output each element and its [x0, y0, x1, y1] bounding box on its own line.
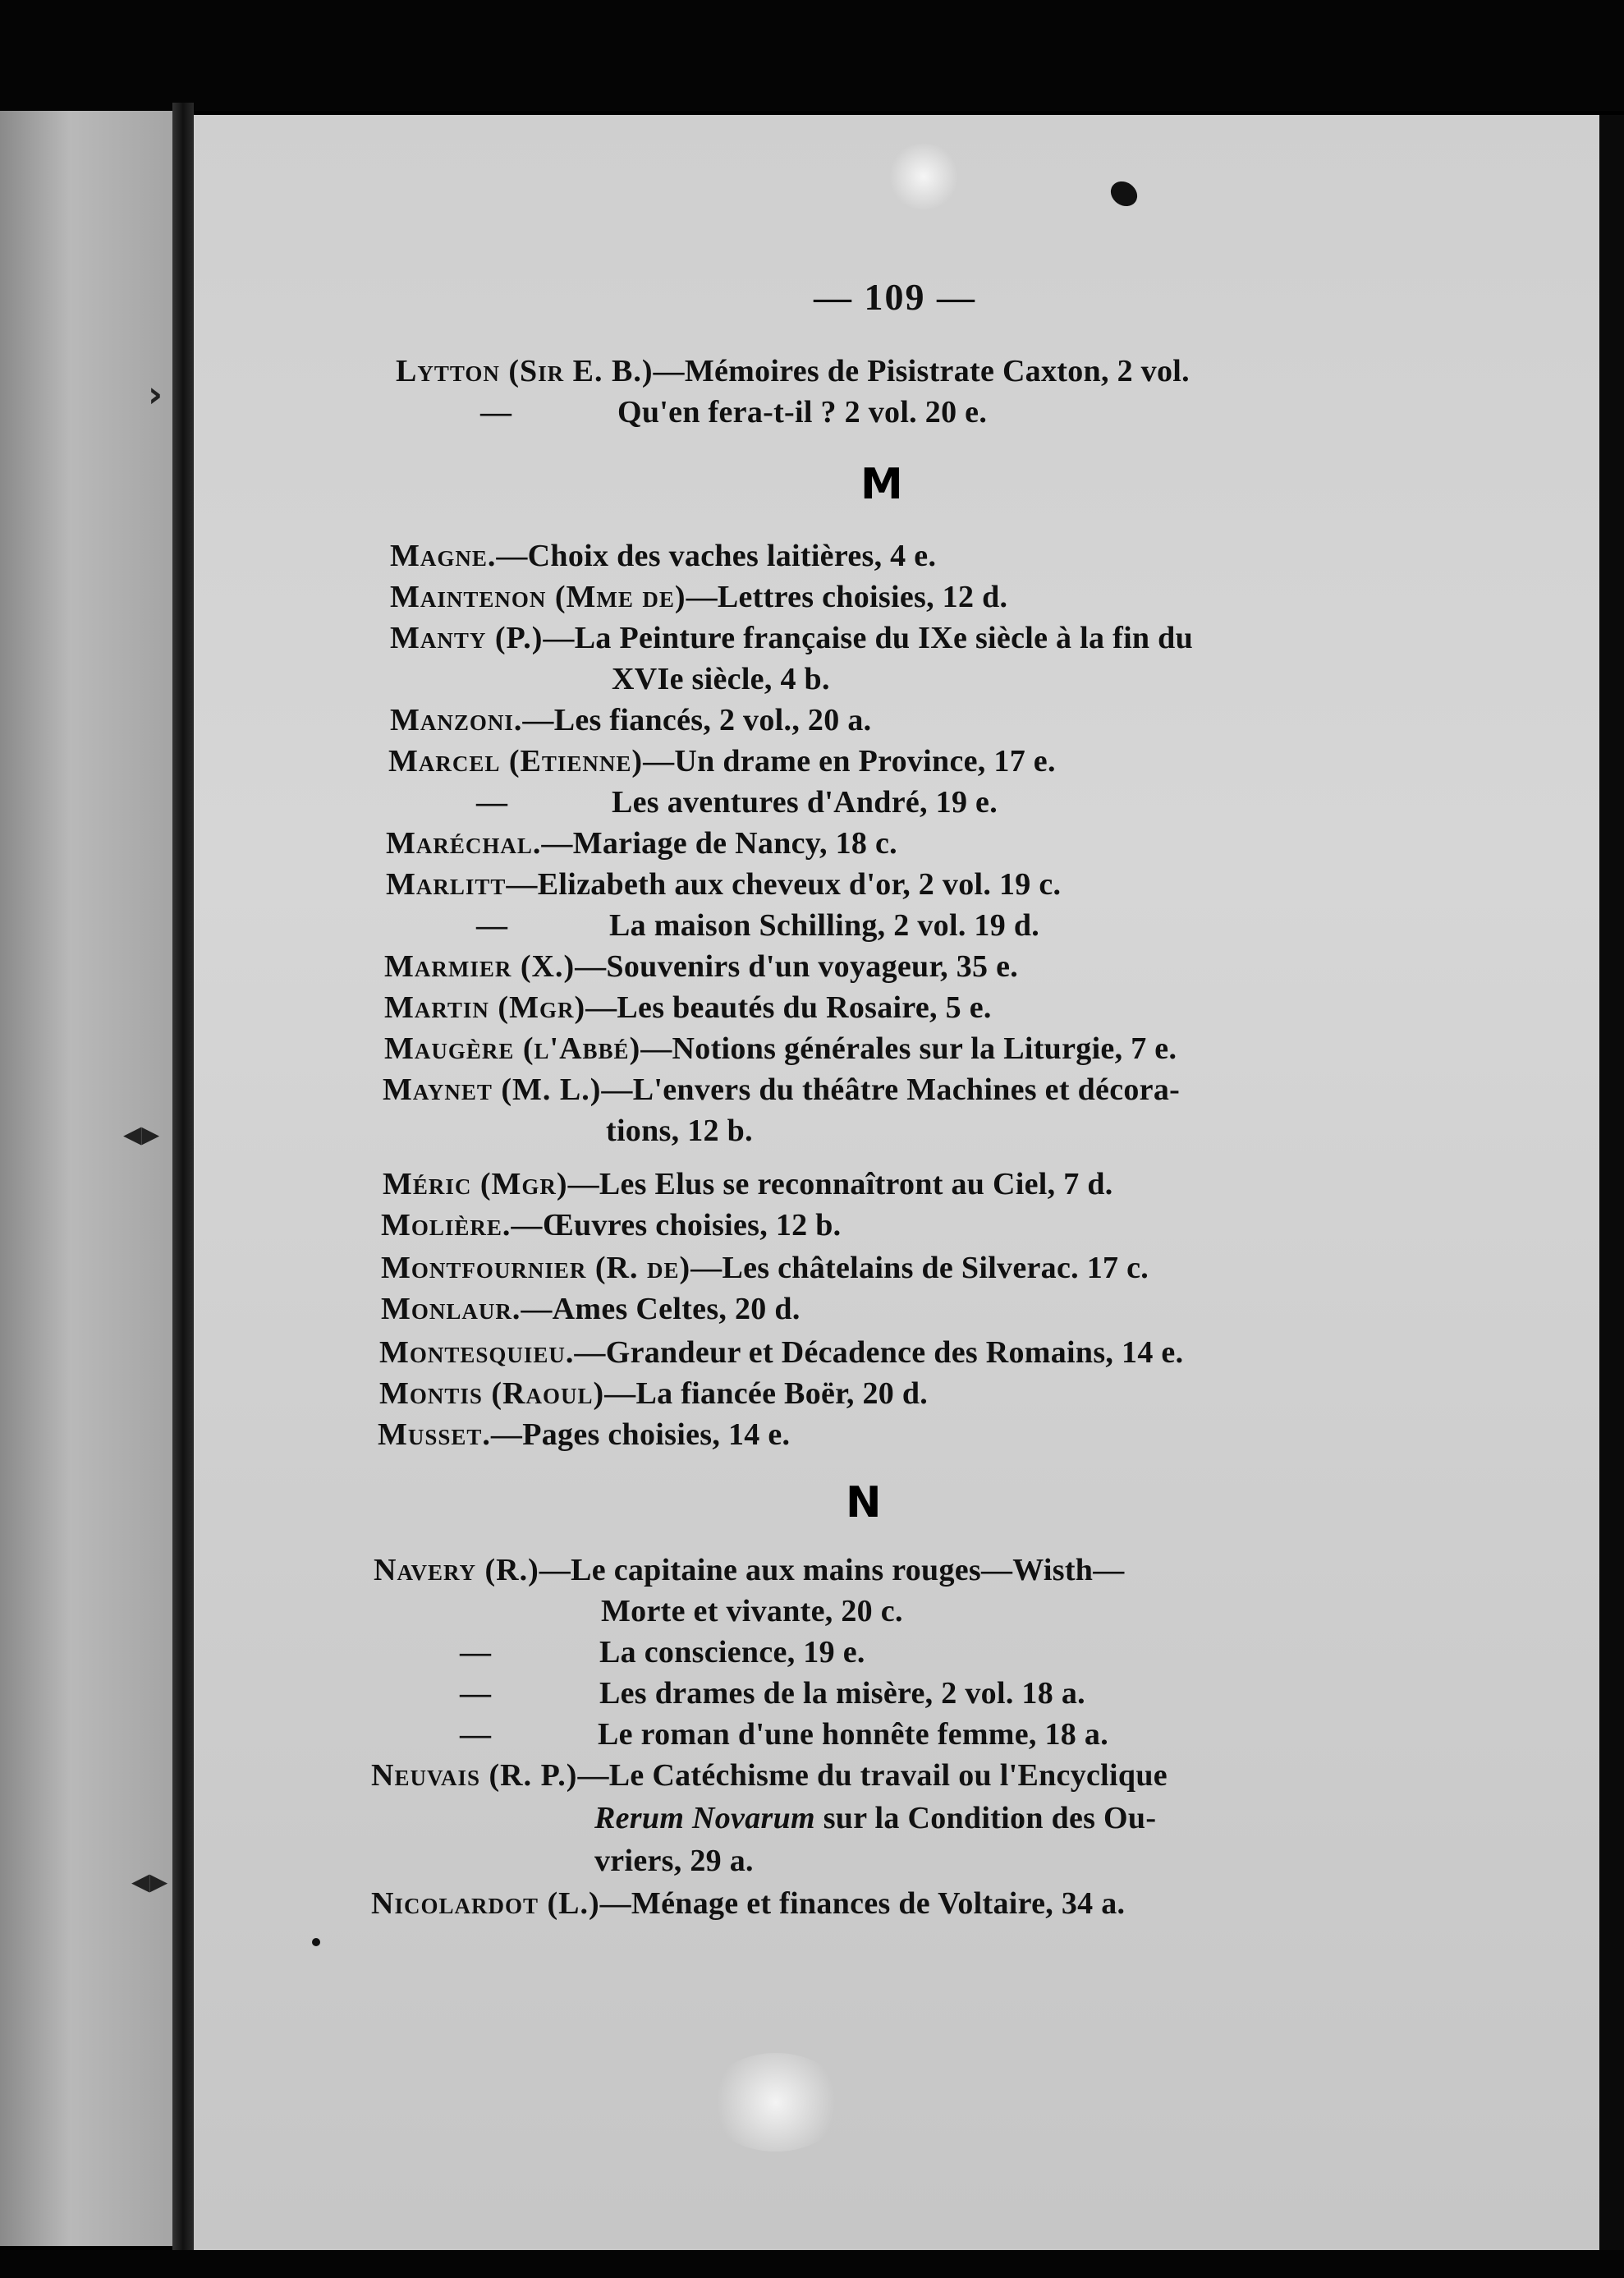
author-name: Musset.: [378, 1417, 491, 1452]
ditto-dash: —: [476, 785, 508, 820]
entry-line: [460, 1716, 491, 1752]
entry-title: —Ames Celtes, 20 d.: [521, 1292, 801, 1326]
margin-mark: ◂▸: [131, 1860, 168, 1902]
entry-line: [609, 907, 1039, 944]
film-bottom-border: [0, 2250, 1624, 2278]
entry-line: [384, 948, 1018, 985]
entry-title: —L'envers du théâtre Machines et décora-: [601, 1072, 1181, 1107]
ditto-dash: —: [460, 1635, 492, 1669]
entry-title: —Le capitaine aux mains rouges—Wisth—: [539, 1553, 1125, 1587]
entry-title: —Mariage de Nancy, 18 c.: [541, 826, 897, 861]
entry-line: [381, 1291, 801, 1327]
author-name: Molière.: [381, 1208, 512, 1242]
entry-title: Les drames de la misère, 2 vol. 18 a.: [599, 1676, 1085, 1711]
author-name: Maintenon (Mme de): [390, 580, 686, 614]
entry-line: [599, 1634, 865, 1670]
film-right-border: [1599, 115, 1624, 2278]
author-name: Navery (R.): [374, 1553, 539, 1587]
author-name: Martin (Mgr): [384, 990, 586, 1025]
entry-title: tions, 12 b.: [606, 1114, 753, 1148]
entry-line: [379, 1376, 928, 1412]
entry-title: —Choix des vaches laitières, 4 e.: [496, 539, 937, 573]
entry-title: —Ménage et finances de Voltaire, 34 a.: [599, 1886, 1126, 1921]
entry-line: [601, 1593, 903, 1629]
entry-line: [388, 743, 1056, 779]
entry-title: —Les châtelains de Silverac. 17 c.: [690, 1251, 1149, 1285]
entry-title: Morte et vivante, 20 c.: [601, 1594, 903, 1628]
entry-title: —Souvenirs d'un voyageur, 35 e.: [575, 949, 1019, 984]
entry-line: [612, 784, 998, 820]
entry-line: [374, 1552, 1125, 1588]
author-name: Maréchal.: [386, 826, 542, 861]
entry-title: La conscience, 19 e.: [599, 1635, 865, 1669]
author-name: Manty (P.): [390, 621, 544, 655]
entry-line: [460, 1675, 491, 1711]
entry-title: —Pages choisies, 14 e.: [490, 1417, 791, 1452]
ditto-dash: —: [476, 908, 508, 943]
entry-line: [390, 620, 1193, 656]
entry-line: [384, 990, 992, 1026]
entry-title: —La Peinture française du IXe siècle à la fin du: [543, 621, 1194, 655]
margin-mark: ›: [148, 374, 163, 416]
entry-title: —Les beautés du Rosaire, 5 e.: [585, 990, 992, 1025]
author-name: Marcel (Etienne): [388, 744, 644, 778]
author-name: Monlaur.: [381, 1292, 521, 1326]
section-letter-n: N: [846, 1478, 882, 1527]
entry-line: [396, 353, 1190, 389]
entry-title: —Lettres choisies, 12 d.: [686, 580, 1008, 614]
entry-title: Le roman d'une honnête femme, 18 a.: [598, 1717, 1108, 1752]
paper-blemish: [706, 2053, 846, 2152]
entry-title: vriers, 29 a.: [594, 1844, 754, 1878]
entry-line: [381, 1207, 841, 1243]
entry-line: [378, 1417, 790, 1453]
margin-mark: ◂▸: [123, 1113, 160, 1155]
entry-line: [384, 1031, 1177, 1067]
ditto-dash: —: [480, 395, 512, 429]
facing-page-edge: [0, 111, 177, 2246]
film-top-border: [0, 0, 1624, 111]
author-name: Montis (Raoul): [379, 1376, 605, 1411]
author-name: Neuvais (R. P.): [371, 1758, 578, 1793]
page-gutter: [172, 103, 194, 2254]
entry-title: —Un drame en Province, 17 e.: [643, 744, 1056, 778]
entry-line: [598, 1716, 1108, 1752]
entry-line: [390, 538, 936, 574]
author-name: Montfournier (R. de): [381, 1251, 691, 1285]
entry-line: [371, 1757, 1168, 1793]
ditto-dash: —: [460, 1717, 492, 1752]
entry-line: [460, 1634, 491, 1670]
author-name: Lytton (Sir E. B.): [396, 354, 654, 388]
entry-title: sur la Condition des Ou-: [814, 1801, 1157, 1835]
entry-line: [606, 1113, 753, 1149]
entry-title: —Œuvres choisies, 12 b.: [511, 1208, 842, 1242]
author-name: Montesquieu.: [379, 1335, 575, 1370]
author-name: Marlitt: [386, 867, 507, 902]
ink-dot: [312, 1938, 320, 1946]
entry-line: [612, 661, 830, 697]
entry-line: [390, 579, 1007, 615]
author-name: Maynet (M. L.): [383, 1072, 602, 1107]
entry-line: [594, 1800, 1156, 1836]
author-name: Méric (Mgr): [383, 1167, 568, 1201]
entry-title: La maison Schilling, 2 vol. 19 d.: [609, 908, 1040, 943]
ditto-dash: —: [460, 1676, 492, 1711]
author-name: Manzoni.: [390, 703, 523, 737]
page-number: — 109 —: [814, 276, 976, 318]
entry-line: [480, 394, 512, 430]
entry-line: [379, 1334, 1183, 1371]
entry-line: [390, 702, 871, 738]
entry-line: [476, 907, 507, 944]
entry-title: —Grandeur et Décadence des Romains, 14 e.: [574, 1335, 1184, 1370]
entry-title: —Notions générales sur la Liturgie, 7 e.: [640, 1031, 1177, 1066]
entry-line: [383, 1166, 1113, 1202]
entry-line: [386, 825, 897, 861]
entry-title: XVIe siècle, 4 b.: [612, 662, 830, 696]
entry-line: [476, 784, 507, 820]
entry-title: —Le Catéchisme du travail ou l'Encyclique: [577, 1758, 1168, 1793]
entry-line: [599, 1675, 1085, 1711]
entry-line: [381, 1250, 1149, 1286]
section-letter-m: M: [860, 460, 903, 509]
author-name: Maugère (l'Abbé): [384, 1031, 641, 1066]
author-name: Nicolardot (L.): [371, 1886, 600, 1921]
entry-line: [383, 1072, 1180, 1108]
entry-title: —Mémoires de Pisistrate Caxton, 2 vol.: [653, 354, 1190, 388]
entry-title: —La fiancée Boër, 20 d.: [604, 1376, 929, 1411]
paper-blemish: [887, 144, 961, 209]
entry-title: —Elizabeth aux cheveux d'or, 2 vol. 19 c.: [506, 867, 1062, 902]
entry-line: [386, 866, 1061, 902]
encyclical-title: Rerum Novarum: [594, 1801, 815, 1835]
entry-title: Qu'en fera-t-il ? 2 vol. 20 e.: [617, 395, 988, 429]
entry-title: Les aventures d'André, 19 e.: [612, 785, 998, 820]
author-name: Marmier (X.): [384, 949, 576, 984]
author-name: Magne.: [390, 539, 497, 573]
entry-line: [617, 394, 987, 430]
entry-title: —Les fiancés, 2 vol., 20 a.: [522, 703, 872, 737]
entry-line: [594, 1843, 754, 1879]
entry-line: [371, 1885, 1125, 1922]
entry-title: —Les Elus se reconnaîtront au Ciel, 7 d.: [567, 1167, 1113, 1201]
